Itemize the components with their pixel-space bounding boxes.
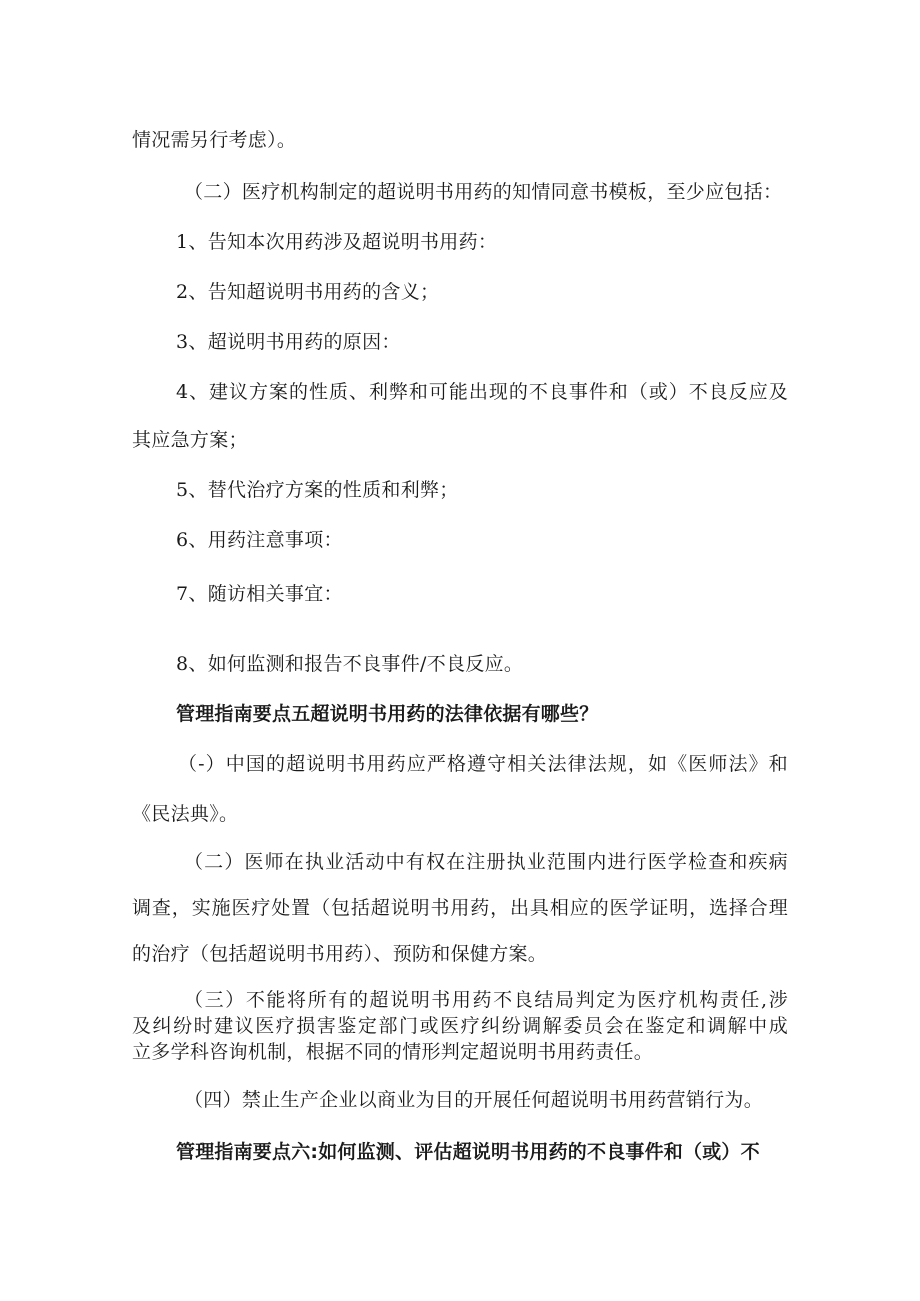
paragraph-continuation: 情况需另行考虑）。	[132, 129, 297, 151]
list-item-8: 8、如何监测和报告不良事件/不良反应。	[176, 653, 524, 675]
list-item-4-line-2: 其应急方案；	[132, 429, 248, 451]
paragraph-law-2-line-1: （二）医师在执业活动中有权在注册执业范围内进行医学检查和疾病	[184, 851, 788, 873]
paragraph-law-2-line-3: 的治疗（包括超说明书用药）、预防和保健方案。	[132, 943, 548, 965]
paragraph-law-3-line-2: 及纠纷时建议医疗损害鉴定部门或医疗纠纷调解委员会在鉴定和调解中成	[132, 1015, 788, 1037]
paragraph-law-3-line-1: （三）不能将所有的超说明书用药不良结局判定为医疗机构责任,涉	[184, 989, 788, 1011]
list-item-7: 7、随访相关事宜：	[176, 583, 343, 605]
paragraph-consent-template-intro: （二）医疗机构制定的超说明书用药的知情同意书模板，至少应包括：	[184, 181, 783, 203]
list-item-5: 5、替代治疗方案的性质和利弊；	[176, 479, 459, 501]
paragraph-law-2-line-2: 调查，实施医疗处置（包括超说明书用药，出具相应的医学证明，选择合理	[132, 897, 788, 919]
list-item-6: 6、用药注意事项：	[176, 529, 343, 551]
list-item-4-line-1: 4、建议方案的性质、利弊和可能出现的不良事件和（或）不良反应及	[176, 381, 788, 403]
paragraph-law-1-line-2: 《民法典》。	[132, 803, 239, 825]
section-heading-point-5: 管理指南要点五超说明书用药的法律依据有哪些？	[176, 703, 599, 725]
list-item-1: 1、告知本次用药涉及超说明书用药：	[176, 231, 498, 253]
list-item-3: 3、超说明书用药的原因：	[176, 331, 401, 353]
list-item-2: 2、告知超说明书用药的含义；	[176, 281, 440, 303]
paragraph-law-3-line-3: 立多学科咨询机制，根据不同的情形判定超说明书用药责任。	[132, 1041, 654, 1063]
section-heading-point-6: 管理指南要点六:如何监测、评估超说明书用药的不良事件和（或）不	[176, 1141, 760, 1163]
paragraph-law-4: （四）禁止生产企业以商业为目的开展任何超说明书用药营销行为。	[184, 1089, 764, 1111]
paragraph-law-1-line-1: （-）中国的超说明书用药应严格遵守相关法律法规，如《医师法》和	[178, 753, 788, 775]
